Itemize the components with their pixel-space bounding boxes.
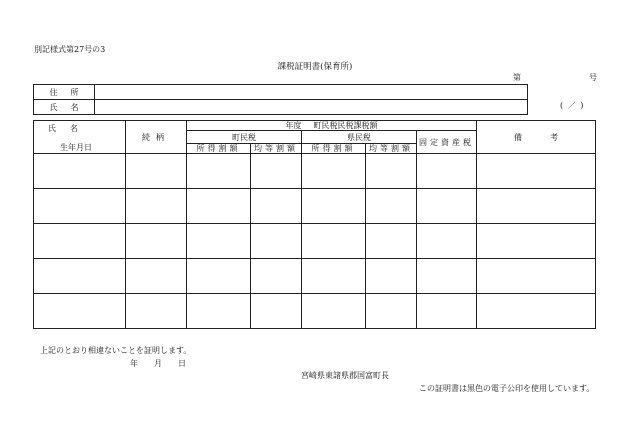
table-cell bbox=[417, 154, 477, 189]
address-label: 住所 bbox=[34, 85, 95, 100]
table-cell bbox=[302, 189, 366, 224]
table-cell bbox=[366, 154, 417, 189]
header-pref-equal-portion: 均等割額 bbox=[366, 144, 417, 154]
table-cell bbox=[126, 224, 187, 259]
table-cell bbox=[187, 259, 251, 294]
table-cell bbox=[187, 189, 251, 224]
address-block bbox=[33, 84, 528, 115]
header-tax-group bbox=[187, 121, 477, 131]
table-cell bbox=[251, 259, 302, 294]
table-cell bbox=[477, 294, 596, 329]
header-town-tax: 町民税 bbox=[187, 131, 302, 144]
table-cell bbox=[477, 259, 596, 294]
table-cell bbox=[126, 294, 187, 329]
date-line: 年 月 日 bbox=[130, 359, 186, 368]
table-cell bbox=[34, 189, 126, 224]
seal-notice: この証明書は黒色の電子公印を使用しています。 bbox=[419, 384, 595, 393]
header-year: 年度 bbox=[285, 121, 302, 130]
table-cell bbox=[366, 259, 417, 294]
header-pref-tax: 県民税 bbox=[302, 131, 417, 144]
certificate-number-suffix: 号 bbox=[589, 73, 597, 82]
table-cell bbox=[477, 154, 596, 189]
table-cell bbox=[126, 259, 187, 294]
table-cell bbox=[251, 224, 302, 259]
issuer: 宮崎県東諸県郡国富町長 bbox=[301, 371, 389, 380]
certificate-number-prefix: 第 bbox=[513, 73, 521, 82]
table-cell bbox=[366, 294, 417, 329]
table-cell bbox=[417, 189, 477, 224]
header-town-income-portion: 所得割額 bbox=[187, 144, 251, 154]
table-cell bbox=[34, 154, 126, 189]
table-cell bbox=[477, 189, 596, 224]
header-fixed-asset-tax: 固定資産税 bbox=[417, 131, 477, 154]
table-cell bbox=[366, 189, 417, 224]
table-cell bbox=[187, 154, 251, 189]
table-row bbox=[34, 294, 596, 329]
table-cell bbox=[251, 294, 302, 329]
table-cell bbox=[302, 259, 366, 294]
tax-table bbox=[33, 120, 596, 329]
table-cell bbox=[302, 294, 366, 329]
form-id: 別記様式第27号の3 bbox=[34, 45, 106, 54]
table-cell bbox=[34, 224, 126, 259]
header-name-birthdate bbox=[34, 121, 126, 154]
table-cell bbox=[302, 154, 366, 189]
header-remarks: 備考 bbox=[477, 121, 596, 154]
header-birthdate: 生年月日 bbox=[60, 143, 92, 152]
header-pref-income-portion: 所得割額 bbox=[302, 144, 366, 154]
table-cell bbox=[251, 154, 302, 189]
table-cell bbox=[126, 189, 187, 224]
table-cell bbox=[477, 224, 596, 259]
table-cell bbox=[34, 294, 126, 329]
header-town-equal-portion: 均等割額 bbox=[251, 144, 302, 154]
table-cell bbox=[251, 189, 302, 224]
name-label: 氏名 bbox=[34, 100, 95, 115]
table-row bbox=[34, 224, 596, 259]
table-cell bbox=[187, 294, 251, 329]
table-row bbox=[34, 189, 596, 224]
address-value bbox=[95, 85, 528, 100]
header-name: 氏名 bbox=[48, 124, 92, 133]
name-value bbox=[95, 100, 528, 115]
certification-text: 上記のとおり相違ないことを証明します。 bbox=[40, 346, 192, 355]
header-relation: 続柄 bbox=[126, 121, 187, 154]
table-cell bbox=[126, 154, 187, 189]
document-title: 課税証明書(保育所) bbox=[277, 62, 353, 72]
table-body bbox=[34, 154, 596, 329]
table-cell bbox=[417, 259, 477, 294]
page-count: ( ／ ) bbox=[560, 101, 585, 110]
table-cell bbox=[417, 224, 477, 259]
table-cell bbox=[34, 259, 126, 294]
table-cell bbox=[302, 224, 366, 259]
header-group-title: 町民税民税課税額 bbox=[313, 121, 378, 130]
table-row bbox=[34, 154, 596, 189]
table-cell bbox=[187, 224, 251, 259]
table-cell bbox=[417, 294, 477, 329]
table-row bbox=[34, 259, 596, 294]
table-cell bbox=[366, 224, 417, 259]
